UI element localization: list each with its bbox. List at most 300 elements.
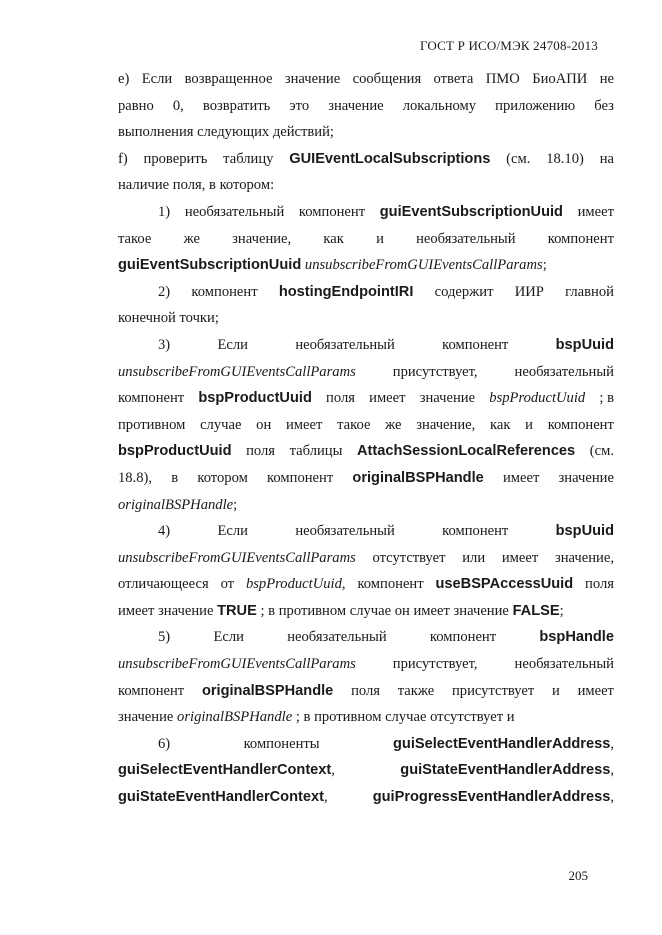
word-text: 5) bbox=[158, 629, 171, 646]
text-line bbox=[118, 93, 614, 120]
word bbox=[118, 784, 328, 811]
text-line bbox=[118, 119, 614, 146]
word bbox=[142, 66, 173, 93]
word bbox=[200, 412, 241, 439]
word bbox=[158, 624, 170, 651]
word bbox=[462, 545, 485, 572]
word-text: 3) bbox=[158, 336, 171, 353]
word-text: ; в bbox=[599, 390, 614, 407]
word bbox=[546, 146, 584, 173]
word-text: значение bbox=[558, 469, 614, 486]
text-line bbox=[118, 226, 614, 253]
word bbox=[185, 66, 273, 93]
word bbox=[599, 385, 614, 412]
word bbox=[216, 172, 274, 199]
word-text: как bbox=[490, 416, 511, 433]
word-text: значение, bbox=[232, 230, 292, 247]
text-line bbox=[118, 518, 614, 545]
code-identifier: guiStateEventHandlerAddress bbox=[400, 762, 611, 779]
word-text: выполнения bbox=[118, 124, 194, 141]
word-text: Если bbox=[217, 336, 248, 353]
word bbox=[118, 651, 356, 678]
word-text: присутствует, bbox=[392, 363, 478, 380]
word bbox=[357, 438, 575, 465]
word-text: , bbox=[610, 735, 614, 752]
word-text: он bbox=[256, 416, 272, 433]
word-text: в bbox=[171, 469, 179, 486]
word-text: и bbox=[552, 682, 560, 699]
word bbox=[503, 465, 539, 492]
word-text: имеет bbox=[501, 549, 539, 566]
word bbox=[556, 518, 614, 545]
italic-term: bspProductUuid bbox=[245, 576, 342, 593]
word bbox=[118, 66, 129, 93]
text-line bbox=[118, 385, 614, 412]
word bbox=[213, 598, 256, 625]
code-identifier: guiEventSubscriptionUuid bbox=[118, 257, 302, 274]
word bbox=[118, 412, 185, 439]
word bbox=[393, 731, 614, 758]
word bbox=[436, 571, 574, 598]
word bbox=[279, 279, 414, 306]
code-identifier: hostingEndpointIRI bbox=[278, 283, 414, 300]
word-text: значение bbox=[158, 602, 214, 619]
word bbox=[287, 624, 386, 651]
word-text: компонент bbox=[547, 416, 614, 433]
word-text: , bbox=[610, 762, 614, 779]
word-text: не bbox=[599, 71, 614, 87]
word-text: компонент bbox=[429, 629, 497, 646]
word-text: ; в противном случае он имеет значение bbox=[260, 602, 509, 619]
word-text: или bbox=[462, 549, 486, 566]
word-text: компонент bbox=[118, 390, 185, 407]
word bbox=[299, 199, 365, 226]
text-line bbox=[118, 279, 614, 306]
word-text: необязательный bbox=[514, 363, 614, 380]
word-text: , bbox=[610, 789, 614, 806]
word bbox=[326, 385, 355, 412]
word bbox=[393, 651, 478, 678]
word-text: же bbox=[385, 416, 402, 433]
word-text: поля bbox=[351, 682, 380, 699]
word bbox=[490, 412, 510, 439]
word bbox=[246, 438, 275, 465]
word-text: имеет bbox=[285, 416, 323, 433]
word-text: БиоАПИ bbox=[532, 71, 588, 87]
word bbox=[213, 624, 244, 651]
word bbox=[600, 66, 614, 93]
word-text: присутствует, bbox=[392, 656, 478, 673]
word-text: равно bbox=[118, 97, 154, 114]
word-text: Если bbox=[141, 71, 173, 87]
word-text: наличие bbox=[118, 177, 170, 194]
word-text: необязательный bbox=[514, 656, 614, 673]
word bbox=[169, 172, 205, 199]
word bbox=[430, 624, 496, 651]
word-text: таблицы bbox=[289, 443, 343, 460]
word bbox=[352, 465, 483, 492]
word-text: необязательный bbox=[416, 230, 516, 247]
word-text: значение bbox=[118, 709, 174, 726]
word bbox=[416, 412, 475, 439]
word bbox=[532, 66, 587, 93]
word bbox=[357, 571, 423, 598]
code-identifier: GUIEventLocalSubscriptions bbox=[289, 150, 491, 167]
word bbox=[118, 678, 184, 705]
code-identifier: TRUE bbox=[217, 602, 257, 619]
italic-term: unsubscribeFromGUIEventsCallParams bbox=[304, 257, 543, 274]
text-line bbox=[118, 359, 614, 386]
code-identifier: bspProductUuid bbox=[198, 390, 312, 407]
word bbox=[191, 279, 257, 306]
word-text: 6) bbox=[158, 735, 171, 752]
word bbox=[515, 359, 614, 386]
word bbox=[292, 704, 514, 731]
word bbox=[373, 545, 446, 572]
word bbox=[565, 279, 614, 306]
word-text: компонент bbox=[118, 682, 185, 699]
italic-term: unsubscribeFromGUIEventsCallParams bbox=[118, 549, 356, 566]
word bbox=[158, 518, 170, 545]
word bbox=[351, 678, 380, 705]
text-line bbox=[118, 438, 614, 465]
word bbox=[403, 93, 476, 120]
word bbox=[590, 438, 614, 465]
word bbox=[289, 93, 309, 120]
word-text: главной bbox=[565, 283, 614, 300]
word-text: поля, bbox=[172, 177, 206, 194]
word-text: компонент bbox=[442, 523, 509, 540]
word-text: Если bbox=[213, 629, 244, 646]
word bbox=[286, 412, 322, 439]
word-text: такое bbox=[337, 416, 371, 433]
word bbox=[380, 199, 563, 226]
word bbox=[118, 119, 194, 146]
word-text: (см. bbox=[506, 150, 531, 167]
text-line bbox=[118, 598, 614, 625]
word bbox=[184, 226, 200, 253]
code-identifier: guiSelectEventHandlerContext bbox=[118, 762, 332, 779]
italic-term: bspProductUuid bbox=[489, 390, 586, 407]
word-text: необязательный bbox=[295, 523, 395, 540]
word bbox=[369, 385, 405, 412]
word bbox=[328, 93, 383, 120]
word-text: присутствует bbox=[451, 682, 535, 699]
word bbox=[442, 518, 508, 545]
word bbox=[398, 678, 435, 705]
word-text: сообщения bbox=[352, 71, 422, 87]
word-text: ; bbox=[559, 602, 564, 619]
word bbox=[600, 146, 614, 173]
word-text: имеет bbox=[369, 390, 406, 407]
word-text: проверить bbox=[143, 150, 208, 167]
text-line bbox=[118, 757, 614, 784]
word bbox=[393, 359, 478, 386]
word bbox=[173, 93, 184, 120]
word-text: компоненты bbox=[243, 735, 320, 752]
word bbox=[559, 465, 614, 492]
document-header: ГОСТ Р ИСО/МЭК 24708-2013 bbox=[419, 38, 598, 53]
word-text: поля bbox=[585, 576, 614, 593]
word bbox=[495, 93, 575, 120]
document-body bbox=[118, 66, 614, 811]
word-text: необязательный bbox=[287, 629, 387, 646]
word bbox=[118, 438, 232, 465]
word-text: 0, bbox=[172, 97, 184, 114]
word bbox=[337, 412, 370, 439]
word-text: ответа bbox=[433, 71, 474, 87]
word-text: f) bbox=[118, 150, 128, 167]
word bbox=[118, 571, 209, 598]
code-identifier: bspHandle bbox=[539, 629, 614, 646]
word bbox=[158, 332, 170, 359]
italic-term: originalBSPHandle bbox=[118, 496, 234, 513]
text-line bbox=[118, 146, 614, 173]
word-text: компонент bbox=[357, 576, 424, 593]
word bbox=[194, 119, 270, 146]
word bbox=[385, 412, 401, 439]
word bbox=[555, 545, 614, 572]
word-text: значение bbox=[328, 97, 384, 114]
word bbox=[118, 146, 128, 173]
word-text: ; bbox=[233, 496, 238, 513]
word bbox=[205, 172, 216, 199]
word bbox=[158, 199, 170, 226]
word-text: компонент bbox=[191, 283, 258, 300]
word bbox=[353, 66, 422, 93]
word bbox=[223, 146, 273, 173]
word bbox=[185, 199, 284, 226]
text-line bbox=[118, 731, 614, 758]
word bbox=[267, 465, 333, 492]
code-identifier: originalBSPHandle bbox=[352, 469, 484, 486]
word bbox=[515, 651, 614, 678]
word bbox=[173, 704, 292, 731]
word-text: и bbox=[376, 230, 384, 247]
code-identifier: bspProductUuid bbox=[118, 443, 232, 460]
word-text: необязательный bbox=[295, 336, 395, 353]
word-text: ; в противном случае отсутствует и bbox=[295, 709, 515, 726]
word bbox=[118, 385, 184, 412]
word bbox=[118, 252, 301, 279]
word bbox=[232, 226, 291, 253]
word bbox=[244, 731, 320, 758]
code-identifier: guiProgressEventHandlerAddress bbox=[372, 789, 611, 806]
word bbox=[118, 598, 154, 625]
word bbox=[435, 279, 494, 306]
code-identifier: bspUuid bbox=[555, 523, 614, 540]
word-text: как bbox=[323, 230, 344, 247]
word bbox=[290, 438, 343, 465]
word bbox=[269, 119, 334, 146]
text-line bbox=[118, 172, 614, 199]
word bbox=[118, 172, 169, 199]
word-text: компонент bbox=[442, 336, 509, 353]
code-identifier: guiSelectEventHandlerAddress bbox=[392, 735, 611, 752]
word-text: ПМО bbox=[485, 71, 520, 87]
word bbox=[197, 465, 248, 492]
word bbox=[295, 332, 394, 359]
word bbox=[144, 146, 208, 173]
text-line bbox=[118, 465, 614, 492]
word-text: локальному bbox=[402, 97, 477, 114]
word bbox=[256, 412, 271, 439]
word-text: также bbox=[397, 682, 435, 699]
word bbox=[323, 226, 343, 253]
italic-term: unsubscribeFromGUIEventsCallParams bbox=[118, 363, 356, 380]
word-text: действий; bbox=[272, 124, 334, 141]
word bbox=[515, 279, 544, 306]
word-text: ИИР bbox=[514, 283, 544, 300]
word-text: на bbox=[599, 150, 614, 167]
word bbox=[158, 731, 170, 758]
word-text: значение, bbox=[416, 416, 476, 433]
word-text: и bbox=[525, 416, 533, 433]
word-text: значение bbox=[284, 71, 341, 87]
word bbox=[285, 66, 340, 93]
word bbox=[585, 571, 614, 598]
word bbox=[176, 305, 219, 332]
word-text: случае bbox=[200, 416, 242, 433]
word bbox=[376, 226, 384, 253]
text-line bbox=[118, 199, 614, 226]
code-identifier: originalBSPHandle bbox=[201, 682, 334, 699]
word bbox=[578, 199, 614, 226]
word-text: конечной bbox=[118, 310, 176, 327]
word-text: , bbox=[341, 576, 346, 593]
word bbox=[502, 545, 538, 572]
word bbox=[221, 571, 234, 598]
code-identifier: FALSE bbox=[512, 602, 560, 619]
word bbox=[552, 678, 560, 705]
word-text: отсутствует bbox=[372, 549, 446, 566]
word bbox=[416, 226, 515, 253]
word bbox=[118, 545, 356, 572]
code-identifier: bspUuid bbox=[555, 336, 614, 353]
text-line bbox=[118, 305, 614, 332]
word-text: 18.10) bbox=[546, 150, 584, 167]
text-line bbox=[118, 332, 614, 359]
word bbox=[218, 332, 249, 359]
word bbox=[548, 412, 614, 439]
word-text: 18.8), bbox=[118, 469, 153, 486]
word bbox=[452, 678, 534, 705]
word-text: точки; bbox=[179, 310, 219, 327]
word bbox=[594, 93, 614, 120]
word bbox=[198, 385, 312, 412]
word-text: котором bbox=[197, 469, 248, 486]
word-text: имеет bbox=[577, 682, 614, 699]
word bbox=[548, 226, 614, 253]
word bbox=[246, 571, 346, 598]
word-text: таблицу bbox=[223, 150, 274, 167]
word-text: , bbox=[331, 762, 335, 779]
text-line bbox=[118, 412, 614, 439]
word-text: , bbox=[323, 789, 328, 806]
word-text: возвращенное bbox=[184, 71, 273, 87]
italic-term: originalBSPHandle bbox=[177, 709, 293, 726]
word bbox=[556, 332, 614, 359]
text-line bbox=[118, 651, 614, 678]
word bbox=[202, 678, 333, 705]
word bbox=[509, 598, 564, 625]
word bbox=[203, 93, 270, 120]
word bbox=[489, 385, 585, 412]
word-text: компонент bbox=[547, 230, 614, 247]
word-text: следующих bbox=[197, 124, 270, 141]
word bbox=[118, 492, 237, 519]
word-text: Если bbox=[217, 523, 248, 540]
word-text: компонент bbox=[267, 469, 334, 486]
word-text: компонент bbox=[298, 203, 366, 220]
word bbox=[486, 66, 520, 93]
text-line bbox=[118, 545, 614, 572]
word bbox=[154, 598, 213, 625]
word-text: от bbox=[220, 576, 235, 593]
page-number: 205 bbox=[568, 868, 588, 883]
word bbox=[289, 146, 490, 173]
word bbox=[373, 784, 614, 811]
word bbox=[118, 226, 151, 253]
code-identifier: useBSPAccessUuid bbox=[435, 576, 574, 593]
italic-term: unsubscribeFromGUIEventsCallParams bbox=[118, 656, 356, 673]
word bbox=[118, 465, 152, 492]
word-text: же bbox=[183, 230, 200, 247]
text-line bbox=[118, 66, 614, 93]
word-text: это bbox=[289, 97, 310, 114]
word bbox=[434, 66, 474, 93]
word bbox=[578, 678, 614, 705]
text-line bbox=[118, 784, 614, 811]
word bbox=[301, 252, 547, 279]
word-text: котором: bbox=[219, 177, 275, 194]
word-text: (см. bbox=[589, 443, 614, 460]
word bbox=[295, 518, 394, 545]
word-text: значение, bbox=[554, 549, 614, 566]
word-text: имеет bbox=[502, 469, 540, 486]
word bbox=[420, 385, 475, 412]
word bbox=[257, 598, 509, 625]
text-line bbox=[118, 678, 614, 705]
word-text: поля bbox=[326, 390, 355, 407]
word bbox=[118, 93, 154, 120]
word bbox=[525, 412, 533, 439]
word bbox=[539, 624, 614, 651]
word-text: 4) bbox=[158, 523, 171, 540]
word bbox=[506, 146, 530, 173]
word-text: имеет bbox=[118, 602, 155, 619]
word-text: без bbox=[594, 97, 614, 114]
word-text: отличающееся bbox=[118, 576, 209, 593]
text-line bbox=[118, 624, 614, 651]
code-identifier: guiEventSubscriptionUuid bbox=[379, 203, 563, 220]
word-text: поля bbox=[246, 443, 276, 460]
word-text: e) bbox=[118, 71, 130, 87]
text-line bbox=[118, 252, 614, 279]
word-text: имеет bbox=[577, 203, 614, 220]
code-identifier: AttachSessionLocalReferences bbox=[356, 443, 576, 460]
word-text: приложению bbox=[495, 97, 576, 114]
text-line bbox=[118, 704, 614, 731]
word bbox=[118, 359, 356, 386]
word-text: такое bbox=[118, 230, 152, 247]
code-identifier: guiStateEventHandlerContext bbox=[118, 789, 324, 806]
word-text: 2) bbox=[158, 283, 171, 300]
word bbox=[118, 704, 173, 731]
word bbox=[118, 757, 335, 784]
word-text: содержит bbox=[434, 283, 494, 300]
word bbox=[158, 279, 170, 306]
